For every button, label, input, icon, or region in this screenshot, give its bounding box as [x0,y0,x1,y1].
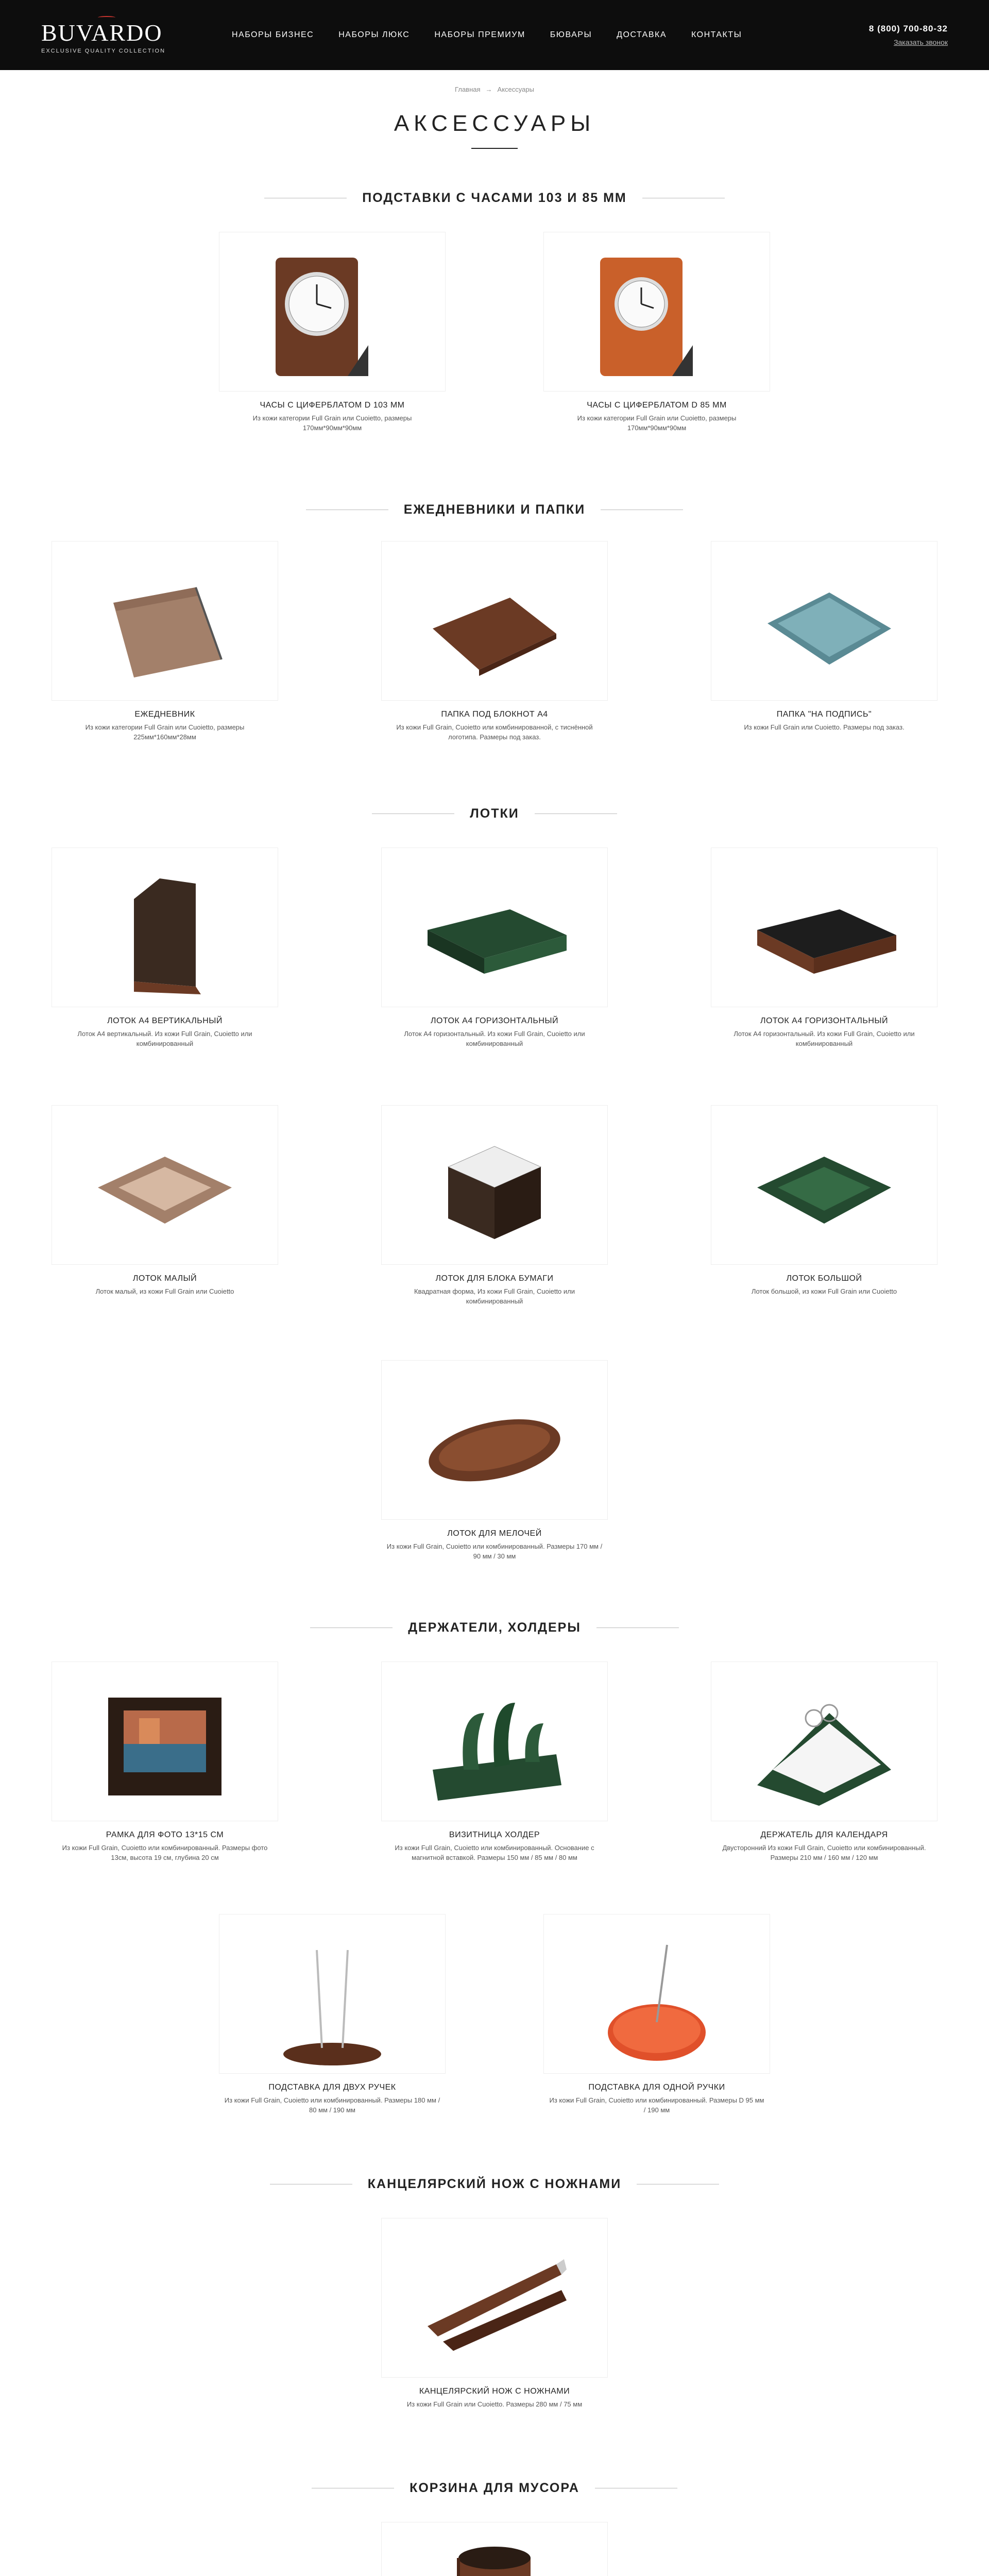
nav-item-contacts[interactable]: КОНТАКТЫ [691,30,742,39]
product-image [737,853,912,1002]
product-image [77,546,252,696]
product-image-frame[interactable] [219,1914,446,2074]
product-card[interactable] [52,1105,278,1296]
title-divider [471,148,518,149]
product-card[interactable] [52,848,278,1048]
product-image-frame[interactable] [381,541,608,701]
product-description: Лоток А4 горизонтальный. Из кожи Full Grain, Cuoietto или комбинированный [404,1030,585,1047]
logo-text: BUVARDO [41,20,163,46]
product-name[interactable]: ЕЖЕДНЕВНИК [134,710,195,719]
nav-item-business-sets[interactable]: НАБОРЫ БИЗНЕС [232,30,314,39]
header-phone[interactable]: 8 (800) 700-80-32 [868,24,948,33]
logo-mark-icon [98,16,115,19]
product-card[interactable] [381,1105,608,1306]
product-description: Из кожи Full Grain, Cuoietto или комбинированный. Основание с магнитной вставкой. Размеры 150 мм / 85 мм / 80 мм [395,1844,594,1861]
section-heading [0,2177,989,2192]
section-title: КОРЗИНА ДЛЯ МУСОРА [410,2481,579,2495]
product-description: Из кожи Full Grain, Cuoietto или комбинированной, с тиснённой логотипа. Размеры под заказ. [396,723,593,741]
product-image [407,2223,582,2372]
product-image-frame[interactable] [219,232,446,392]
product-image [737,546,912,696]
product-name[interactable]: ЧАСЫ С ЦИФЕРБЛАТОМ D 103 ММ [260,401,405,410]
product-image-frame[interactable] [711,541,937,701]
product-name[interactable]: ПАПКА "НА ПОДПИСЬ" [776,710,872,719]
section-heading [0,2481,989,2496]
product-image-frame[interactable] [381,848,608,1007]
product-card[interactable] [219,1914,446,2115]
section-heading [0,806,989,821]
callback-link[interactable]: Заказать звонок [894,38,948,46]
product-image [407,1365,582,1515]
breadcrumb-current: Аксессуары [497,86,534,93]
product-card[interactable] [543,1914,770,2115]
product-description: Двусторонний Из кожи Full Grain, Cuoietto или комбинированный. Размеры 210 мм / 160 мм / 120 мм [722,1844,926,1861]
product-description: Из кожи Full Grain, Cuoietto или комбинированный. Размеры 180 мм / 80 мм / 190 мм [224,2096,440,2114]
product-image-frame[interactable] [381,1662,608,1821]
product-card[interactable] [711,1662,937,1862]
product-image-frame[interactable] [52,1105,278,1265]
nav-item-buvards[interactable]: БЮВАРЫ [550,30,592,39]
product-name[interactable]: ЛОТОК БОЛЬШОЙ [786,1274,862,1283]
logo[interactable] [41,16,175,54]
product-image-frame[interactable] [52,848,278,1007]
product-description: Из кожи Full Grain или Cuoietto. Размеры под заказ. [744,723,905,731]
nav-item-lux-sets[interactable]: НАБОРЫ ЛЮКС [338,30,410,39]
product-name[interactable]: ПОДСТАВКА ДЛЯ ОДНОЙ РУЧКИ [588,2083,725,2092]
product-description: Из кожи категории Full Grain или Cuoietto, размеры 170мм*90мм*90мм [577,414,737,432]
product-image [569,1919,744,2069]
product-image [407,546,582,696]
product-card[interactable] [381,1360,608,1561]
product-card[interactable] [711,1105,937,1296]
product-name[interactable]: ЛОТОК МАЛЫЙ [132,1274,197,1283]
product-image-frame[interactable] [52,1662,278,1821]
product-description: Лоток малый, из кожи Full Grain или Cuoietto [95,1287,234,1295]
product-description: Из кожи Full Grain, Cuoietto или комбинированный. Размеры D 95 мм / 190 мм [549,2096,764,2114]
section-title: ЛОТКИ [470,806,519,821]
site-header [0,0,989,70]
product-image [77,1667,252,1816]
product-image-frame[interactable] [711,1662,937,1821]
product-name[interactable]: ЛОТОК ДЛЯ БЛОКА БУМАГИ [435,1274,554,1283]
product-image-frame[interactable] [711,848,937,1007]
product-name[interactable]: ЧАСЫ С ЦИФЕРБЛАТОМ D 85 ММ [587,401,727,410]
product-card[interactable] [52,541,278,742]
nav-item-delivery[interactable]: ДОСТАВКА [617,30,667,39]
product-image [407,2527,582,2576]
product-name[interactable]: ВИЗИТНИЦА ХОЛДЕР [449,1831,540,1839]
product-image [245,1919,420,2069]
product-image-frame[interactable] [381,1105,608,1265]
product-name[interactable]: ДЕРЖАТЕЛЬ ДЛЯ КАЛЕНДАРЯ [760,1831,888,1839]
product-name[interactable]: ЛОТОК А4 ГОРИЗОНТАЛЬНЫЙ [760,1016,889,1025]
product-card[interactable] [711,541,937,732]
product-description: Из кожи Full Grain, Cuoietto или комбинированный. Размеры фото 13см, высота 19 см, глубина 20 см [62,1844,268,1861]
product-description: Лоток большой, из кожи Full Grain или Cuoietto [751,1287,897,1295]
product-image [77,1110,252,1260]
logo-tagline: EXCLUSIVE QUALITY COLLECTION [41,48,166,54]
section-title: ПОДСТАВКИ С ЧАСАМИ 103 И 85 ММ [362,191,627,205]
page-title: АКСЕССУАРЫ [394,111,595,136]
product-image-frame[interactable] [543,232,770,392]
product-description: Из кожи Full Grain или Cuoietto. Размеры 280 мм / 75 мм [406,2400,583,2408]
breadcrumb-home[interactable]: Главная [455,86,481,93]
breadcrumb: Главная → Аксессуары [455,86,534,93]
section-title: ЕЖЕДНЕВНИКИ И ПАПКИ [403,502,586,517]
product-card[interactable] [381,2522,608,2576]
section-heading [0,191,989,206]
section-title: ДЕРЖАТЕЛИ, ХОЛДЕРЫ [408,1620,581,1635]
header-contact [869,24,948,46]
product-image-frame[interactable] [381,1360,608,1520]
product-image [737,1667,912,1816]
product-name[interactable]: ЛОТОК А4 ГОРИЗОНТАЛЬНЫЙ [430,1016,559,1025]
product-image [77,853,252,1002]
product-name[interactable]: ЛОТОК А4 ВЕРТИКАЛЬНЫЙ [107,1016,223,1025]
product-card[interactable] [381,2218,608,2409]
product-description: Квадратная форма, Из кожи Full Grain, Cuoietto или комбинированный [414,1287,575,1305]
product-card[interactable] [52,1662,278,1862]
product-name[interactable]: ЛОТОК ДЛЯ МЕЛОЧЕЙ [447,1529,542,1538]
product-image [407,1110,582,1260]
product-image [407,1667,582,1816]
product-card[interactable] [381,848,608,1048]
product-image [569,237,744,386]
product-card[interactable] [381,541,608,742]
main-nav [232,30,742,40]
product-image-frame[interactable] [711,1105,937,1265]
product-image-frame[interactable] [543,1914,770,2074]
product-description: Из кожи Full Grain, Cuoietto или комбинированный. Размеры 170 мм / 90 мм / 30 мм [386,1543,603,1560]
product-card[interactable] [219,232,446,433]
section-heading [0,1620,989,1635]
product-card[interactable] [711,848,937,1048]
product-description: Лоток А4 горизонтальный. Из кожи Full Grain, Cuoietto или комбинированный [734,1030,915,1047]
product-name[interactable]: РАМКА ДЛЯ ФОТО 13*15 СМ [106,1831,224,1839]
product-name[interactable]: ПАПКА ПОД БЛОКНОТ А4 [441,710,548,719]
product-card[interactable] [543,232,770,433]
section-heading [0,502,989,517]
product-card[interactable] [381,1662,608,1862]
product-image-frame[interactable] [52,541,278,701]
product-image [737,1110,912,1260]
product-image [245,237,420,386]
nav-item-premium-sets[interactable]: НАБОРЫ ПРЕМИУМ [434,30,525,39]
product-image [407,853,582,1002]
product-image-frame[interactable] [381,2522,608,2576]
product-description: Из кожи категории Full Grain или Cuoietto, размеры 225мм*160мм*28мм [85,723,245,741]
product-name[interactable]: ПОДСТАВКА ДЛЯ ДВУХ РУЧЕК [268,2083,396,2092]
product-description: Из кожи категории Full Grain или Cuoietto, размеры 170мм*90мм*90мм [252,414,412,432]
product-name[interactable]: КАНЦЕЛЯРСКИЙ НОЖ С НОЖНАМИ [419,2387,570,2396]
product-description: Лоток А4 вертикальный. Из кожи Full Grain, Cuoietto или комбинированный [77,1030,252,1047]
section-title: КАНЦЕЛЯРСКИЙ НОЖ С НОЖНАМИ [367,2177,622,2191]
product-image-frame[interactable] [381,2218,608,2378]
